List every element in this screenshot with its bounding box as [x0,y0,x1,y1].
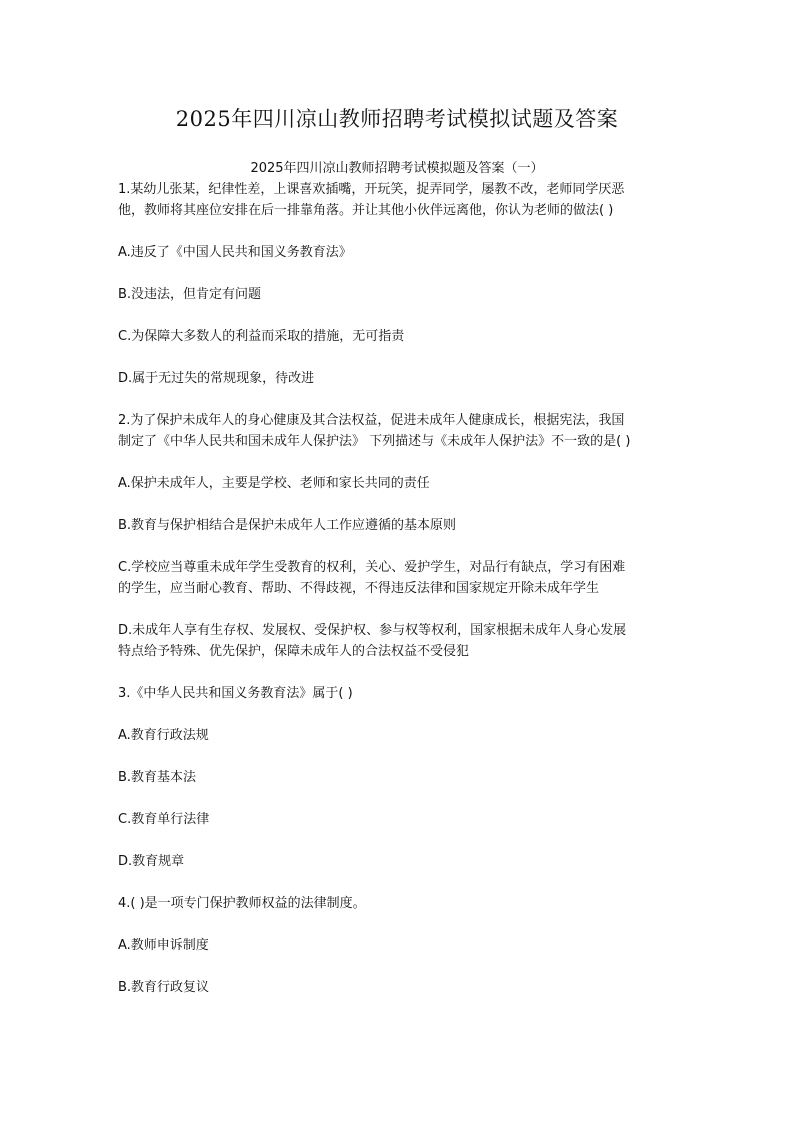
question-1-option-b: B.没违法，但肯定有问题 [118,287,262,302]
question-2-stem-line-1: 2.为了保护未成年人的身心健康及其合法权益，促进未成年人健康成长，根据宪法，我国 [118,413,625,428]
document-subtitle: 2025年四川凉山教师招聘考试模拟题及答案（一） [250,161,544,176]
question-3-option-c: C.教育单行法律 [118,812,210,827]
question-3-option-a: A.教育行政法规 [118,728,209,743]
question-1-stem-line-2: 他，教师将其座位安排在后一排靠角落。并让其他小伙伴远离他，你认为老师的做法( ) [118,203,614,218]
question-4-option-a: A.教师申诉制度 [118,938,209,953]
question-2-option-d-line-2: 特点给予特殊、优先保护，保障未成年人的合法权益不受侵犯 [118,644,470,659]
question-4 [118,893,688,998]
question-4-stem: 4.( )是一项专门保护教师权益的法律制度。 [118,896,366,911]
question-4-option-b: B.教育行政复议 [118,980,210,995]
question-list [118,179,688,998]
question-1 [118,179,688,410]
question-1-option-c: C.为保障大多数人的利益而采取的措施，无可指责 [118,329,405,344]
question-1-option-d: D.属于无过失的常规现象，待改进 [118,371,315,386]
question-2-stem-line-2: 制定了《中华人民共和国未成年人保护法》 下列描述与《未成年人保护法》不一致的是( ) [118,434,631,449]
question-3 [118,683,688,893]
question-2-option-b: B.教育与保护相结合是保护未成年人工作应遵循的基本原则 [118,518,457,533]
question-2-option-c-line-1: C.学校应当尊重未成年学生受教育的权利，关心、爱护学生，对品行有缺点，学习有困难 [118,560,626,575]
question-2-option-d-line-1: D.未成年人享有生存权、发展权、受保护权、参与权等权利，国家根据未成年人身心发展 [118,623,627,638]
question-3-option-d: D.教育规章 [118,854,185,869]
question-3-stem: 3.《中华人民共和国义务教育法》属于( ) [118,686,353,701]
question-1-stem-line-1: 1.某幼儿张某，纪律性差，上课喜欢插嘴，开玩笑，捉弄同学，屡教不改，老师同学厌恶 [118,182,625,197]
question-2-option-a: A.保护未成年人，主要是学校、老师和家长共同的责任 [118,476,430,491]
document-title: 2025年四川凉山教师招聘考试模拟试题及答案 [175,107,619,131]
question-1-option-a: A.违反了《中国人民共和国义务教育法》 [118,245,352,260]
question-3-option-b: B.教育基本法 [118,770,197,785]
question-2-option-c-line-2: 的学生，应当耐心教育、帮助、不得歧视，不得违反法律和国家规定开除未成年学生 [118,581,600,596]
question-2 [118,410,688,683]
